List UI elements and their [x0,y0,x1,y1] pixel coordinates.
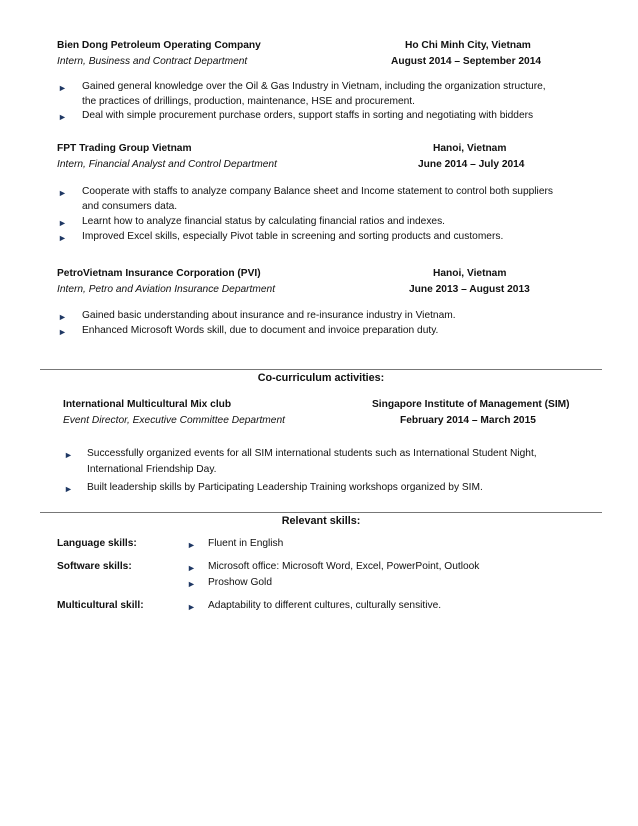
bullet-icon: ► [58,112,67,122]
job1-location: Ho Chi Minh City, Vietnam [405,40,531,51]
job2-bullet1-line1: Cooperate with staffs to analyze company Balance sheet and Income statement to control both suppliers [82,186,553,197]
job1-bullet2: Deal with simple procurement purchase orders, support staffs in sorting and negotiating with bidders [82,110,534,121]
cocurricular-heading: Co-curriculum activities: [257,372,385,384]
cocurricular-role: Event Director, Executive Committee Department [63,415,285,426]
multicultural-skill-label: Multicultural skill: [57,600,144,611]
software-skills-label: Software skills: [57,561,132,572]
bullet-icon: ► [187,563,196,573]
skills-heading: Relevant skills: [281,515,361,527]
cocurricular-bullet1-line2: International Friendship Day. [87,464,217,475]
language-skills-label: Language skills: [57,538,137,549]
bullet-icon: ► [187,602,196,612]
cocurricular-institution: Singapore Institute of Management (SIM) [372,399,570,410]
multicultural-skill-item: Adaptability to different cultures, culturally sensitive. [208,600,442,611]
language-skill-item: Fluent in English [208,538,284,549]
job1-bullet1-line1: Gained general knowledge over the Oil & Gas Industry in Vietnam, including the organization structure, [82,81,546,92]
job2-bullet1-line2: and consumers data. [82,201,178,212]
bullet-icon: ► [58,327,67,337]
job1-company: Bien Dong Petroleum Operating Company [57,40,261,51]
job1-dates: August 2014 – September 2014 [391,56,542,67]
bullet-icon: ► [58,233,67,243]
cocurricular-bullet1-line1: Successfully organized events for all SIM international students such as International Student Night, [87,448,537,459]
software-skill-item: Microsoft office: Microsoft Word, Excel, PowerPoint, Outlook [208,561,480,572]
cocurricular-org: International Multicultural Mix club [63,399,232,410]
bullet-icon: ► [64,484,73,494]
job3-role: Intern, Petro and Aviation Insurance Department [57,284,276,295]
job2-role: Intern, Financial Analyst and Control Department [57,159,277,170]
job2-company: FPT Trading Group Vietnam [57,143,192,154]
job1-bullet1-line2: the practices of drillings, production, maintenance, HSE and procurement. [82,96,415,107]
bullet-icon: ► [187,579,196,589]
job2-bullet3: Improved Excel skills, especially Pivot table in screening and sorting products and customers. [82,231,504,242]
job1-role: Intern, Business and Contract Department [57,56,248,67]
job2-bullet2: Learnt how to analyze financial status by calculating financial ratios and indexes. [82,216,446,227]
cocurricular-dates: February 2014 – March 2015 [400,415,536,426]
bullet-icon: ► [58,312,67,322]
job3-bullet1: Gained basic understanding about insurance and re-insurance industry in Vietnam. [82,310,456,321]
software-skill-item: Proshow Gold [208,577,272,588]
bullet-icon: ► [187,540,196,550]
section-divider [40,369,602,370]
job2-location: Hanoi, Vietnam [433,143,507,154]
bullet-icon: ► [58,83,67,93]
bullet-icon: ► [64,450,73,460]
bullet-icon: ► [58,188,67,198]
job3-location: Hanoi, Vietnam [433,268,507,279]
bullet-icon: ► [58,218,67,228]
job2-dates: June 2014 – July 2014 [418,159,525,170]
job3-company: PetroVietnam Insurance Corporation (PVI) [57,268,261,279]
cocurricular-bullet2: Built leadership skills by Participating Leadership Training workshops organized by SIM. [87,482,483,493]
section-divider [40,512,602,513]
job3-bullet2: Enhanced Microsoft Words skill, due to document and invoice preparation duty. [82,325,439,336]
job3-dates: June 2013 – August 2013 [409,284,530,295]
